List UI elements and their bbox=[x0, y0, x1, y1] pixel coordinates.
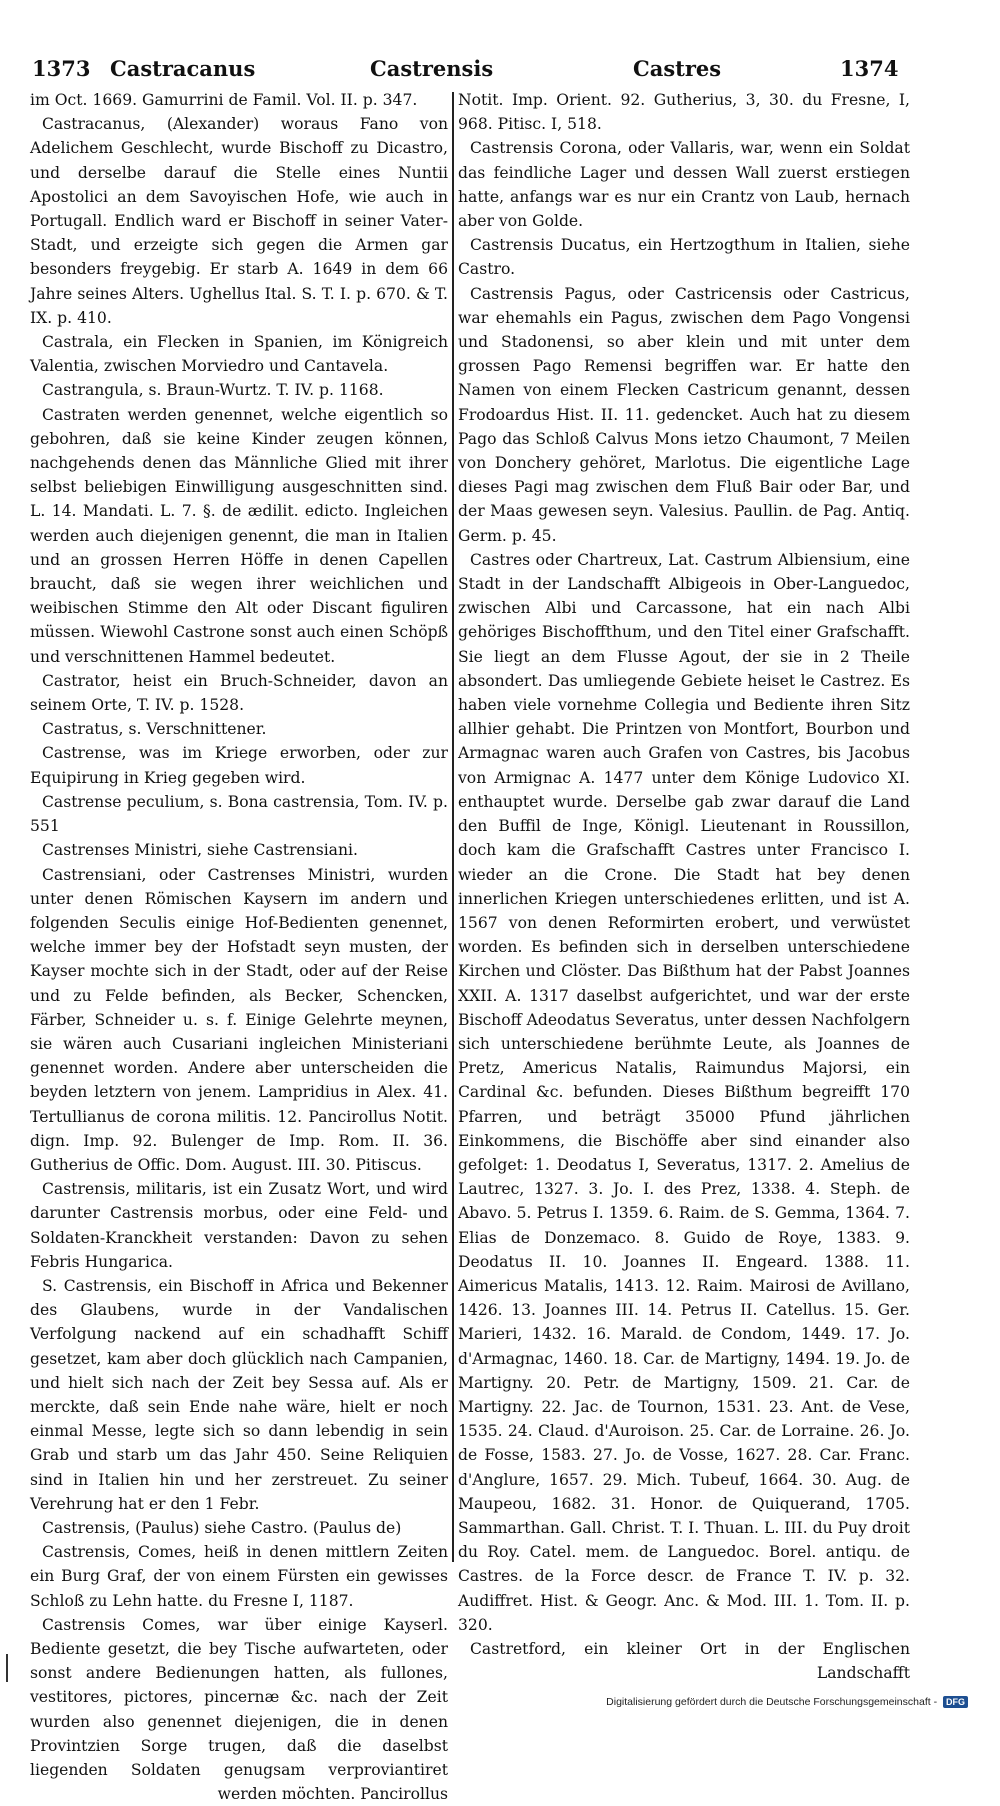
entry-paragraph: Castrense peculium, s. Bona castrensia, Tom. IV. p. 551 bbox=[30, 792, 448, 836]
entry-paragraph: Castratus, s. Verschnittener. bbox=[42, 720, 267, 739]
entry-paragraph: Notit. Imp. Orient. 92. Gutherius, 3, 30. du Fresne, I, 968. Pitisc. I, 518. bbox=[458, 91, 910, 134]
entry-paragraph: Castretford, ein kleiner Ort in der Englischen Landschafft bbox=[470, 1640, 910, 1683]
entry-paragraph: S. Castrensis, ein Bischoff in Africa und Bekenner des Glaubens, wurde in der Vandalischen Verfolgung nackend auf ein schadhafft Schiff gesetzet, kam aber doch glücklich nach Campanien, und hielt sich nach der Zeit bey Sessa auf. Als er merckte, daß sein Ende nahe wäre, hielt er noch einmal Messe, legte sich so dann lebendig in sein Grab und starb um das Jahr 450. Seine Reliquien sind in Italien hin und her zerstreuet. Zu seiner Verehrung hat er den 1 Febr. bbox=[30, 1276, 448, 1513]
entry-paragraph: Castrala, ein Flecken in Spanien, im Königreich Valentia, zwischen Morviedro und Cantavela. bbox=[30, 333, 448, 376]
left-column bbox=[30, 88, 448, 1804]
right-column bbox=[458, 88, 910, 1683]
entry-paragraph: Castrensis Comes, war über einige Kayserl. Bediente gesetzt, die bey Tische aufwarteten, oder sonst andere Bedienungen hatten, als fullones, vestitores, pictores, pincernæ &c. nach der Zeit wurden also genennet diejenigen, die in denen Provintzien Sorge trugen, daß die daselbst liegenden Soldaten genugsam verproviantiret werden möchten. Pancirollus bbox=[30, 1615, 448, 1804]
catchword-left: Castracanus bbox=[110, 56, 256, 81]
entry-paragraph: Castrensis, (Paulus) siehe Castro. (Paulus de) bbox=[42, 1518, 402, 1537]
entry-paragraph: Castrensis, militaris, ist ein Zusatz Wort, und wird darunter Castrensis morbus, oder eine Feld- und Soldaten-Kranckheit verstanden: Davon zu sehen Febris Hungarica. bbox=[30, 1180, 448, 1271]
page-number-left: 1373 bbox=[32, 56, 91, 81]
entry-paragraph: Castrensiani, oder Castrenses Ministri, wurden unter denen Römischen Kaysern im andern und folgenden Seculis einige Hof-Bedienten genennet, welche immer bey der Hofstadt seyn musten, der Kayser mochte sich in der Stadt, oder auf der Reise und zu Felde befinden, als Becker, Schencken, Färber, Schneider u. s. f. Einige Gelehrte meynen, sie wären auch Cusariani ingleichen Ministeriani genennet worden. Andere aber unterscheiden die beyden letztern von jenem. Lampridius in Alex. 41. Tertullianus de corona militis. 12. Pancirollus Notit. dign. Imp. 92. Bulenger de Imp. Rom. II. 36. Gutherius de Offic. Dom. August. III. 30. Pitiscus. bbox=[30, 865, 448, 1174]
entry-paragraph: Castrator, heist ein Bruch-Schneider, davon an seinem Orte, T. IV. p. 1528. bbox=[30, 671, 448, 715]
digitization-footer bbox=[560, 1696, 968, 1710]
page-number-right: 1374 bbox=[840, 56, 899, 81]
catchword-center: Castrensis bbox=[370, 56, 494, 81]
entry-paragraph: Castraten werden genennet, welche eigentlich so gebohren, daß sie keine Kinder zeugen können, nachgehends denen das Männliche Glied mit ihrer selbst beliebigen Einwilligung ausgeschnitten sind. L. 14. Mandati. L. 7. §. de ædilit. edicto. Ingleichen werden auch diejenigen genennt, die man in Italien und an grossen Herren Höffe in denen Capellen braucht, daß sie wegen ihrer weichlichen und weibischen Stimme den Alt oder Discant figuliren müssen. Wiewohl Castrone sonst auch einen Schöpß und verschnittenen Hammel bedeutet. bbox=[30, 405, 448, 666]
entry-paragraph: Castrensis Pagus, oder Castricensis oder Castricus, war ehemahls ein Pagus, zwischen dem Pago Vongensi und Stadonensi, so aber klein und mit unter dem grossen Pago Remensi begriffen war. Er hatte den Namen von einem Flecken Castricum genannt, dessen Frodoardus Hist. II. 11. gedencket. Auch hat zu diesem Pago das Schloß Calvus Mons ietzo Chaumont, 7 Meilen von Donchery gehöret, Marlotus. Die eigentliche Lage dieses Pagi mag zwischen dem Fluß Bair oder Bar, und der Maas gewesen seyn. Valesius. Paullin. de Pag. Antiq. Germ. p. 45. bbox=[458, 284, 910, 545]
entry-paragraph: Castrensis, Comes, heiß in denen mittlern Zeiten ein Burg Graf, der von einem Fürsten ein gewisses Schloß zu Lehn hatte. du Fresne I, 1187. bbox=[30, 1543, 448, 1610]
entry-paragraph: Castrenses Ministri, siehe Castrensiani. bbox=[42, 841, 358, 860]
running-header bbox=[28, 50, 908, 86]
entry-paragraph: im Oct. 1669. Gamurrini de Famil. Vol. II. p. 347. bbox=[30, 91, 418, 109]
entry-paragraph: Castrensis Ducatus, ein Hertzogthum in Italien, siehe Castro. bbox=[458, 236, 910, 279]
footer-text: Digitalisierung gefördert durch die Deutsche Forschungsgemeinschaft - bbox=[606, 1696, 938, 1708]
dfg-logo: DFG bbox=[943, 1696, 968, 1708]
entry-paragraph: Castrensis Corona, oder Vallaris, war, wenn ein Soldat das feindliche Lager und dessen Wall zuerst erstiegen hatte, anfangs war es nur ein Crantz von Laub, hernach aber von Golde. bbox=[458, 139, 910, 231]
entry-paragraph: Castrangula, s. Braun-Wurtz. T. IV. p. 1168. bbox=[42, 381, 384, 400]
entry-paragraph: Castracanus, (Alexander) woraus Fano von Adelichem Geschlecht, wurde Bischoff zu Dicastro, und derselbe darauf die Stelle eines Nuntii Apostolici an dem Savoyischen Hofe, wie auch in Portugall. Endlich ward er Bischoff in seiner Vater-Stadt, und erzeigte sich gegen die Armen gar besonders freygebig. Er starb A. 1649 in dem 66 Jahre seines Alters. Ughellus Ital. S. T. I. p. 670. & T. IX. p. 410. bbox=[30, 115, 448, 327]
catchword-right: Castres bbox=[633, 56, 722, 81]
column-divider bbox=[452, 92, 454, 1562]
entry-paragraph: Castres oder Chartreux, Lat. Castrum Albiensium, eine Stadt in der Landschafft Albigeois in Ober-Languedoc, zwischen Albi und Carcassone, hat ein nach Albi gehöriges Bischoffthum, und den Titel einer Grafschafft. Sie liegt an dem Flusse Agout, der sie in 2 Theile absondert. Das umliegende Gebiete heiset le Castrez. Es haben viele vornehme Collegia und Bediente ihren Sitz allhier gehabt. Die Printzen von Montfort, Bourbon und Armagnac waren auch Grafen von Castres, bis Jacobus von Armignac A. 1477 unter dem Könige Ludovico XI. enthauptet wurde. Derselbe gab zwar darauf die Land den Buffil de Inge, Königl. Lieutenant in Roussillon, doch kam die Grafschafft Castres unter Francisco I. wieder an die Crone. Die Stadt hat bey denen innerlichen Kriegen unterschiedenes erlitten, und ist A. 1567 von denen Reformirten erobert, und verwüstet worden. Es befinden sich in derselben unterschiedene Kirchen und Clöster. Das Bißthum hat der Pabst Joannes XXII. A. 1317 daselbst aufgerichtet, und war der erste Bischoff Adeodatus Severatus, unter dessen Nachfolgern sich unterschiedene berühmte Leute, als Joannes de Pretz, Americus Natalis, Raimundus Majorsi, ein Cardinal &c. befunden. Dieses Bißthum begreifft 170 Pfarren, und beträgt 35000 Pfund jährlichen Einkommens, die Bischöffe aber sind einander also gefolget: 1. Deodatus I, Severatus, 1317. 2. Amelius de Lautrec, 1327. 3. Jo. I. des Prez, 1338. 4. Steph. de Abavo. 5. Petrus I. 1359. 6. Raim. de S. Gemma, 1364. 7. Elias de Donzemaco. 8. Guido de Roye, 1383. 9. Deodatus II. 10. Joannes II. Engeard. 1388. 11. Aimericus Matalis, 1413. 12. Raim. Mairosi de Avillano, 1426. 13. Joannes III. 14. Petrus II. Catellus. 15. Ger. Marieri, 1432. 16. Marald. de Condom, 1449. 17. Jo. d'Armagnac, 1460. 18. Car. de Martigny, 1494. 19. Jo. de Martigny. 20. Petr. de Martigny, 1509. 21. Car. de Martigny. 22. Jac. de Tournon, 1531. 23. Ant. de Vese, 1535. 24. Claud. d'Auroison. 25. Car. de Lorraine. 26. Jo. de Fosse, 1583. 27. Jo. de Vosse, 1627. 28. Car. Franc. d'Anglure, 1657. 29. Mich. Tubeuf, 1664. 30. Aug. de Maupeou, 1682. 31. Honor. de Quiquerand, 1705. Sammarthan. Gall. Christ. T. I. Thuan. L. III. du Puy droit du Roy. Catel. mem. de Languedoc. Borel. antiqu. de Castres. de la Force descr. de France T. IV. p. 32. Audiffret. Hist. & Geogr. Anc. & Mod. III. 1. Tom. II. p. 320. bbox=[458, 550, 910, 1634]
margin-mark bbox=[6, 1654, 8, 1682]
entry-paragraph: Castrense, was im Kriege erworben, oder zur Equipirung in Krieg gegeben wird. bbox=[30, 744, 448, 787]
